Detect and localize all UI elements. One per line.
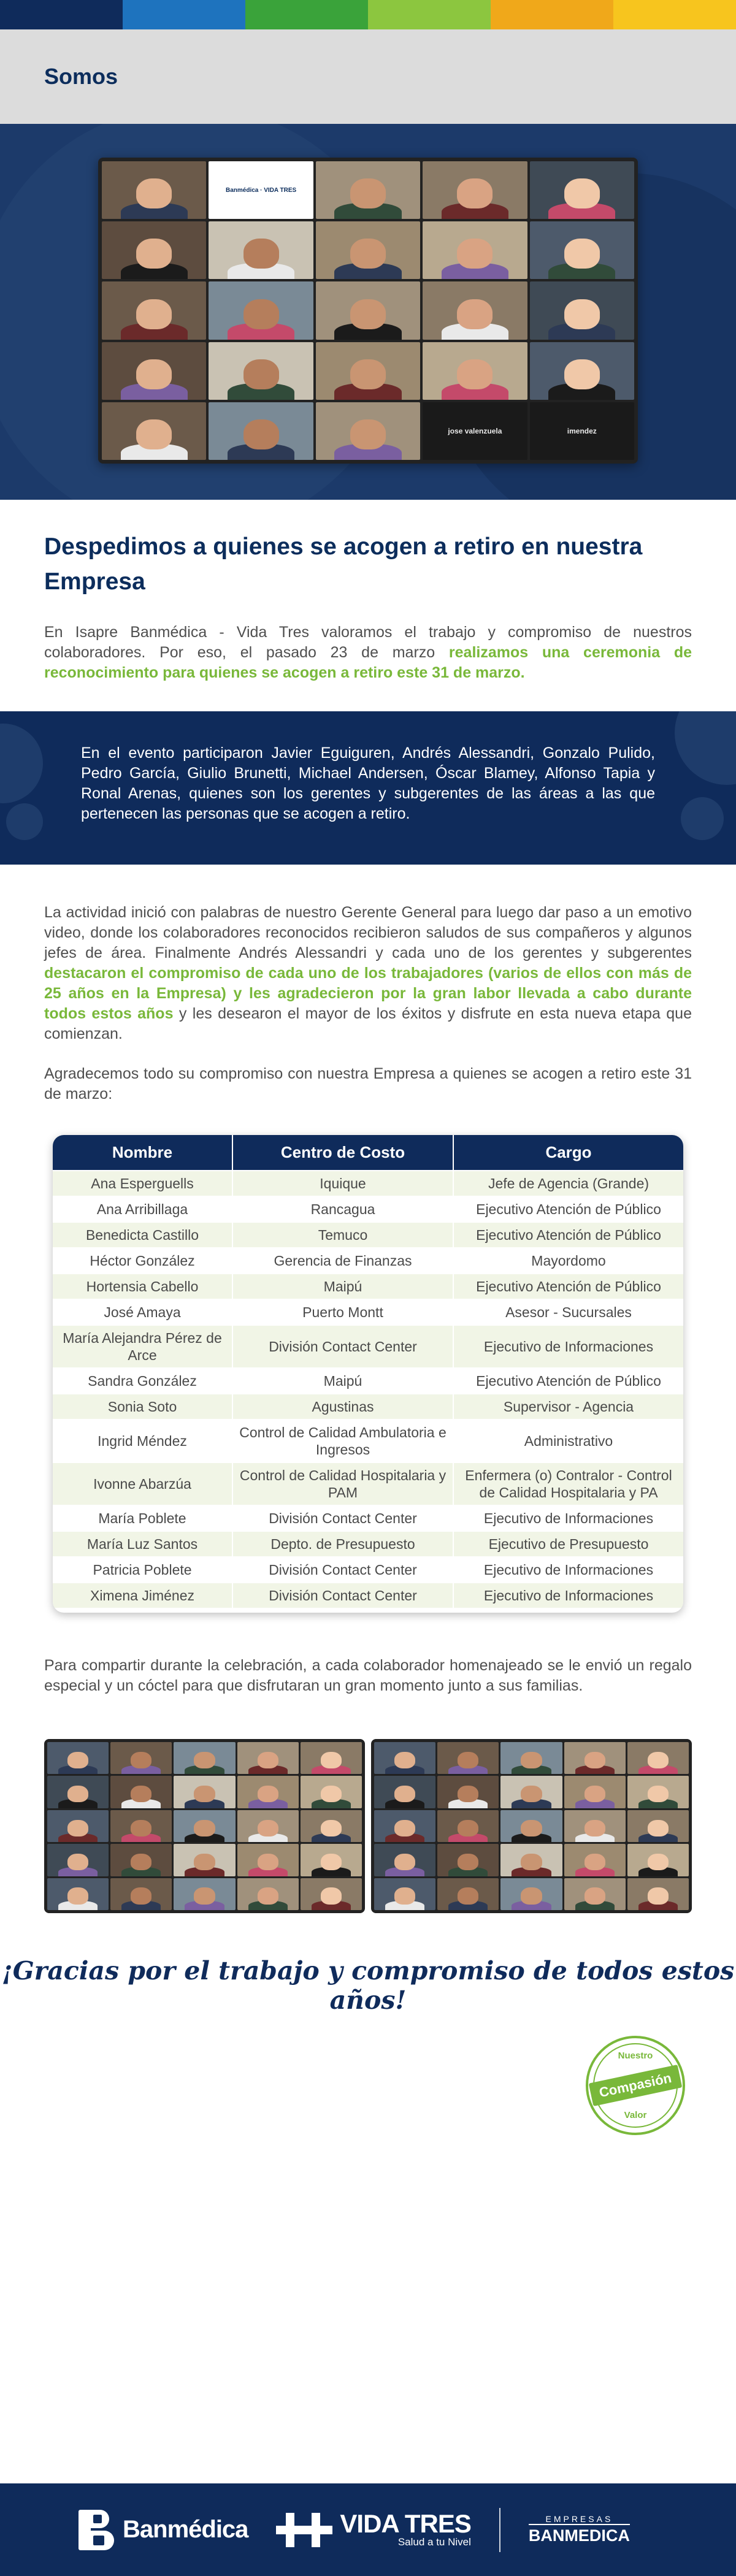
cell-cargo: Asesor - Sucursales — [453, 1299, 683, 1325]
intro-paragraph — [44, 622, 692, 683]
cell-nombre: Ana Arribillaga — [53, 1196, 232, 1222]
table-row — [53, 1557, 683, 1583]
table-row — [53, 1583, 683, 1608]
participant-tile — [209, 281, 313, 339]
cell-nombre: Sandra González — [53, 1368, 232, 1394]
participant-tile — [237, 1844, 299, 1876]
participant-tile — [102, 281, 206, 339]
section-header — [0, 29, 736, 124]
cell-centro: Maipú — [232, 1274, 453, 1299]
participant-tile — [374, 1810, 435, 1842]
participant-tile — [110, 1878, 172, 1910]
participant-tile — [110, 1776, 172, 1808]
closing-message: ¡Gracias por el trabajo y compromiso de todos estos años! — [1, 1956, 735, 2015]
participant-tile — [102, 402, 206, 460]
participant-name: jose valenzuela — [448, 426, 502, 435]
participant-tile — [564, 1776, 626, 1808]
strip-segment — [491, 0, 613, 29]
participant-tile — [530, 161, 634, 219]
participant-tile — [627, 1776, 689, 1808]
participant-tile — [209, 342, 313, 400]
column-header-centro: Centro de Costo — [232, 1135, 453, 1171]
participant-tile — [500, 1878, 562, 1910]
participants-band — [0, 711, 736, 865]
participant-tile — [627, 1810, 689, 1842]
table-row — [53, 1222, 683, 1248]
participant-tile — [110, 1844, 172, 1876]
video-call-photo — [44, 1739, 365, 1913]
cell-cargo: Ejecutivo de Informaciones — [453, 1583, 683, 1608]
cell-nombre: Hortensia Cabello — [53, 1274, 232, 1299]
participant-tile — [110, 1810, 172, 1842]
cell-cargo: Ejecutivo Atención de Público — [453, 1368, 683, 1394]
table-row — [53, 1274, 683, 1299]
participant-tile — [437, 1776, 499, 1808]
cell-nombre: Sonia Soto — [53, 1394, 232, 1420]
cell-cargo: Jefe de Agencia (Grande) — [453, 1171, 683, 1196]
strip-segment — [0, 0, 123, 29]
participant-tile — [530, 281, 634, 339]
activity-paragraph — [44, 903, 692, 1044]
participant-tile — [423, 402, 527, 460]
intro-highlight: realizamos una ceremonia de reconocimiento para quienes se acogen a retiro este 31 de marzo. — [44, 644, 692, 681]
event-logo: Banmédica · VIDA TRES — [225, 186, 297, 194]
cell-cargo: Supervisor - Agencia — [453, 1394, 683, 1420]
participant-tile — [316, 221, 420, 279]
cell-centro: Gerencia de Finanzas — [232, 1248, 453, 1274]
activity-end: y les desearon el mayor de los éxitos y disfrute en esta nueva etapa que comienzan. — [44, 1005, 692, 1042]
participant-tile — [564, 1878, 626, 1910]
cell-nombre: Héctor González — [53, 1248, 232, 1274]
table-row — [53, 1462, 683, 1505]
photo-pair — [0, 1739, 736, 1913]
cell-centro: Depto. de Presupuesto — [232, 1531, 453, 1557]
table-row — [53, 1394, 683, 1420]
retirees-table — [53, 1135, 683, 1613]
cell-centro: División Contact Center — [232, 1583, 453, 1608]
gift-paragraph: Para compartir durante la celebración, a cada colaborador homenajeado se le envió un regalo especial y un cóctel para que disfrutaran un gran momento junto a sus familias. — [44, 1657, 692, 1694]
section-title: Somos — [44, 64, 118, 89]
footer-divider — [499, 2508, 500, 2552]
participant-tile — [530, 221, 634, 279]
column-header-nombre: Nombre — [53, 1135, 232, 1171]
empresas-label: EMPRESAS — [545, 2514, 613, 2524]
vidatres-cross-icon — [276, 2513, 332, 2547]
participant-tile — [209, 402, 313, 460]
participant-tile — [209, 221, 313, 279]
cell-nombre: Patricia Poblete — [53, 1557, 232, 1583]
participant-tile — [437, 1878, 499, 1910]
participant-tile — [237, 1810, 299, 1842]
participant-tile — [423, 161, 527, 219]
table-row — [53, 1325, 683, 1368]
participant-tile — [316, 342, 420, 400]
video-call-grid — [98, 158, 638, 464]
cell-cargo: Administrativo — [453, 1420, 683, 1462]
compasion-badge — [586, 2036, 685, 2135]
hero-photo — [0, 124, 736, 500]
article-title: Despedimos a quienes se acogen a retiro en nuestra Empresa — [44, 533, 643, 595]
cell-cargo: Ejecutivo de Informaciones — [453, 1557, 683, 1583]
table-header-row — [53, 1135, 683, 1171]
cell-centro: Rancagua — [232, 1196, 453, 1222]
participant-tile — [423, 221, 527, 279]
cell-nombre: Ivonne Abarzúa — [53, 1462, 232, 1505]
participant-tile — [564, 1844, 626, 1876]
participant-tile — [110, 1742, 172, 1774]
participant-tile — [301, 1878, 362, 1910]
cell-nombre: José Amaya — [53, 1299, 232, 1325]
table-row — [53, 1505, 683, 1531]
participant-tile — [174, 1776, 235, 1808]
participants-text: En el evento participaron Javier Eguiguren, Andrés Alessandri, Gonzalo Pulido, Pedro García, Giulio Brunetti, Michael Andersen, Óscar Blamey, Alfonso Tapia y Ronal Arenas, quienes son los gerentes y subgerentes de las áreas a las que pertenecen las personas que se acogen a retiro. — [81, 744, 655, 822]
strip-segment — [613, 0, 736, 29]
participant-tile — [374, 1844, 435, 1876]
vidatres-tagline: Salud a tu Nivel — [397, 2536, 471, 2548]
cell-nombre: Ana Esperguells — [53, 1171, 232, 1196]
participant-tile — [530, 342, 634, 400]
cell-centro: División Contact Center — [232, 1557, 453, 1583]
participant-tile — [174, 1878, 235, 1910]
table-row — [53, 1368, 683, 1394]
table-row — [53, 1248, 683, 1274]
cell-nombre: Ximena Jiménez — [53, 1583, 232, 1608]
participant-tile — [47, 1844, 109, 1876]
cell-nombre: María Luz Santos — [53, 1531, 232, 1557]
participant-tile — [437, 1844, 499, 1876]
participant-tile — [374, 1742, 435, 1774]
activity-text: La actividad inició con palabras de nuestro Gerente General para luego dar paso a un emotivo video, donde los colaboradores reconocidos recibieron saludos de sus compañeros y algunos jefes de área. Finalmente Andrés Alessandri y cada uno de los gerentes y subgerentes — [44, 904, 692, 961]
participant-tile — [564, 1742, 626, 1774]
activity-highlight: destacaron el compromiso de cada uno de los trabajadores (varios de ellos con más de 25 años en la Empresa) y les agradecieron por la gran labor llevada a cabo durante todos estos años — [44, 965, 692, 1022]
cell-centro: Puerto Montt — [232, 1299, 453, 1325]
cell-centro: Control de Calidad Hospitalaria y PAM — [232, 1462, 453, 1505]
participant-tile — [174, 1742, 235, 1774]
cell-cargo: Ejecutivo de Informaciones — [453, 1325, 683, 1368]
table-row — [53, 1171, 683, 1196]
participant-tile — [102, 161, 206, 219]
cell-cargo: Ejecutivo de Presupuesto — [453, 1531, 683, 1557]
cell-centro: Control de Calidad Ambulatoria e Ingresos — [232, 1420, 453, 1462]
cell-nombre: María Alejandra Pérez de Arce — [53, 1325, 232, 1368]
banmedica-b-icon — [79, 2510, 114, 2550]
cell-cargo: Ejecutivo de Informaciones — [453, 1505, 683, 1531]
cell-centro: División Contact Center — [232, 1325, 453, 1368]
cell-cargo: Ejecutivo Atención de Público — [453, 1274, 683, 1299]
participant-tile — [627, 1878, 689, 1910]
cell-centro: Temuco — [232, 1222, 453, 1248]
participant-tile — [47, 1776, 109, 1808]
strip-segment — [245, 0, 368, 29]
thanks-paragraph: Agradecemos todo su compromiso con nuestra Empresa a quienes se acogen a retiro este 31 de marzo: — [44, 1065, 692, 1103]
participant-tile — [437, 1742, 499, 1774]
cell-cargo: Enfermera (o) Contralor - Control de Calidad Hospitalaria y PA — [453, 1462, 683, 1505]
vidatres-logo — [276, 2509, 471, 2548]
table-row — [53, 1196, 683, 1222]
cell-cargo: Ejecutivo Atención de Público — [453, 1196, 683, 1222]
participant-tile — [500, 1742, 562, 1774]
badge-top-text: Nuestro — [618, 2050, 653, 2061]
participant-tile — [209, 161, 313, 219]
badge-bottom-text: Valor — [624, 2110, 647, 2120]
vidatres-wordmark: VIDA TRES — [340, 2509, 471, 2538]
participant-tile — [174, 1844, 235, 1876]
cell-centro: Iquique — [232, 1171, 453, 1196]
strip-segment — [123, 0, 245, 29]
banmedica-logo — [79, 2510, 248, 2550]
participant-tile — [627, 1742, 689, 1774]
strip-segment — [368, 0, 491, 29]
participant-tile — [500, 1776, 562, 1808]
column-header-cargo: Cargo — [453, 1135, 683, 1171]
cell-nombre: Ingrid Méndez — [53, 1420, 232, 1462]
participant-tile — [102, 221, 206, 279]
participant-tile — [437, 1810, 499, 1842]
cell-nombre: María Poblete — [53, 1505, 232, 1531]
participant-tile — [47, 1810, 109, 1842]
participant-tile — [627, 1844, 689, 1876]
empresas-banmedica-logo — [529, 2514, 630, 2545]
empresas-wordmark: BANMEDICA — [529, 2524, 630, 2545]
color-strip — [0, 0, 736, 29]
participant-tile — [316, 402, 420, 460]
footer — [0, 2483, 736, 2576]
participant-tile — [237, 1776, 299, 1808]
intro-text: En Isapre Banmédica - Vida Tres valoramos el trabajo y compromiso de nuestros colaboradores. Por eso, el pasado 23 de marzo — [44, 624, 692, 661]
cell-centro: Agustinas — [232, 1394, 453, 1420]
participant-tile — [374, 1878, 435, 1910]
participant-tile — [301, 1810, 362, 1842]
participant-tile — [301, 1844, 362, 1876]
participant-tile — [564, 1810, 626, 1842]
participant-tile — [423, 281, 527, 339]
table-row — [53, 1531, 683, 1557]
participant-tile — [47, 1878, 109, 1910]
participant-name: imendez — [567, 426, 597, 435]
banmedica-wordmark: Banmédica — [123, 2516, 248, 2543]
cell-cargo: Ejecutivo Atención de Público — [453, 1222, 683, 1248]
participant-tile — [47, 1742, 109, 1774]
participant-tile — [316, 161, 420, 219]
cell-cargo: Mayordomo — [453, 1248, 683, 1274]
participant-tile — [237, 1878, 299, 1910]
participant-tile — [301, 1742, 362, 1774]
participant-tile — [301, 1776, 362, 1808]
participant-tile — [423, 342, 527, 400]
participant-tile — [237, 1742, 299, 1774]
participant-tile — [102, 342, 206, 400]
participant-tile — [374, 1776, 435, 1808]
video-call-photo — [371, 1739, 692, 1913]
participant-tile — [500, 1810, 562, 1842]
participant-tile — [316, 281, 420, 339]
participant-tile — [500, 1844, 562, 1876]
cell-centro: División Contact Center — [232, 1505, 453, 1531]
table-row — [53, 1299, 683, 1325]
cell-centro: Maipú — [232, 1368, 453, 1394]
participant-tile — [174, 1810, 235, 1842]
table-row — [53, 1420, 683, 1462]
cell-nombre: Benedicta Castillo — [53, 1222, 232, 1248]
badge-ribbon: Compasión — [589, 2065, 682, 2106]
participant-tile — [530, 402, 634, 460]
